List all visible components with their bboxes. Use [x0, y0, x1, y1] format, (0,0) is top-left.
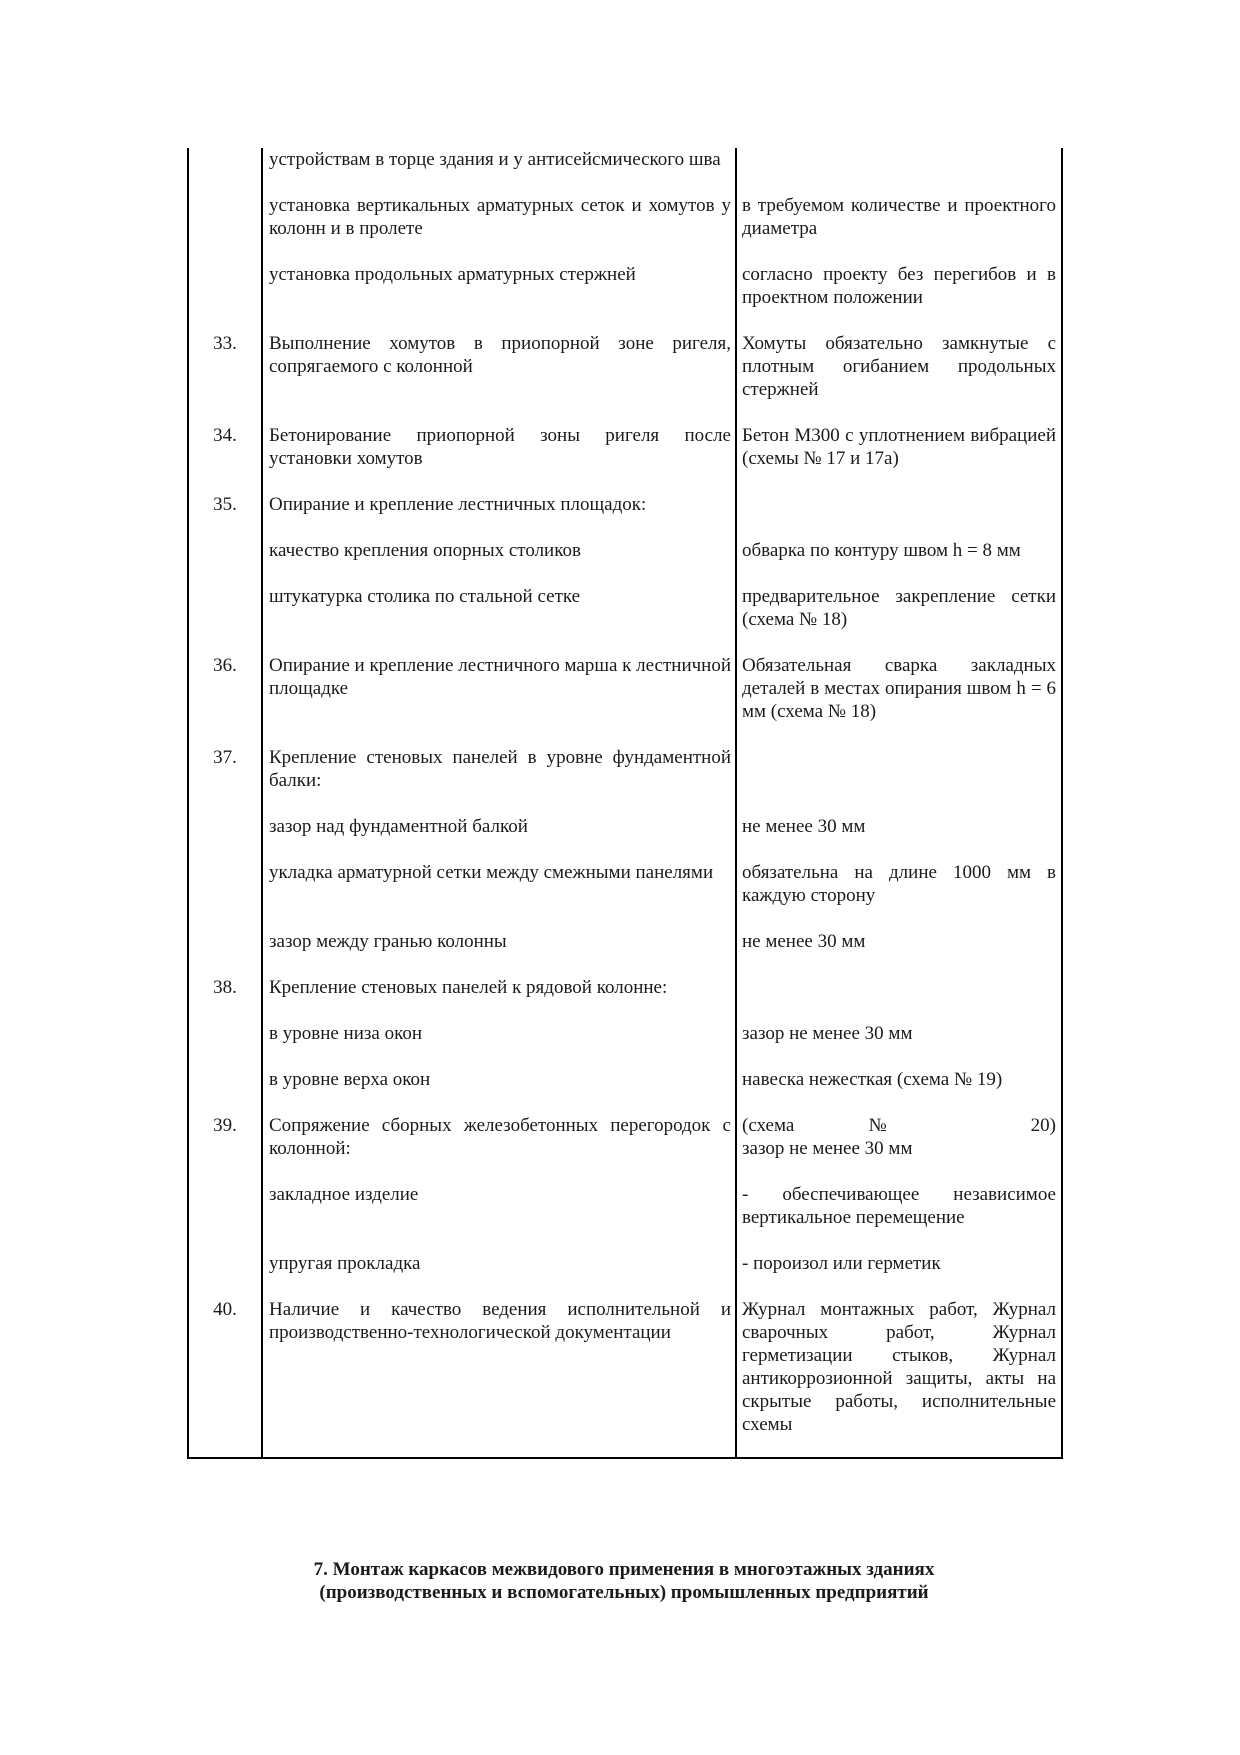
table-row — [188, 263, 1062, 332]
requirement-cell — [736, 1298, 1062, 1458]
item-number — [188, 585, 262, 654]
table-row — [188, 493, 1062, 539]
table-row — [188, 930, 1062, 976]
operation-description: устройствам в торце здания и у антисейсмического шва — [269, 149, 721, 170]
requirement-text: обязательна на длине 1000 мм в каждую сторону — [742, 862, 1056, 906]
requirement-cell — [736, 585, 1062, 654]
item-number — [188, 1183, 262, 1252]
table-row — [188, 539, 1062, 585]
item-number — [188, 861, 262, 930]
requirement-cell — [736, 815, 1062, 861]
requirement-cell — [736, 539, 1062, 585]
requirement-cell — [736, 861, 1062, 930]
table-row — [188, 148, 1062, 194]
requirement-cell — [736, 194, 1062, 263]
item-number: 36. — [188, 654, 262, 746]
requirement-text: зазор не менее 30 мм — [742, 1023, 913, 1044]
requirement-text: в требуемом количестве и проектного диаметра — [742, 195, 1056, 239]
table-row — [188, 976, 1062, 1022]
table-row — [188, 1022, 1062, 1068]
requirement-text: не менее 30 мм — [742, 816, 866, 837]
requirement-cell — [736, 746, 1062, 815]
item-number — [188, 1022, 262, 1068]
requirement-cell — [736, 1114, 1062, 1183]
table-row — [188, 424, 1062, 493]
requirement-text: (схема № 20) — [742, 1115, 1056, 1136]
item-number — [188, 1252, 262, 1298]
operation-description: Наличие и качество ведения исполнительной и производственно-технологической документации — [262, 1298, 736, 1458]
requirement-cell — [736, 148, 1062, 194]
requirement-cell — [736, 424, 1062, 493]
item-number: 39. — [188, 1114, 262, 1183]
specification-table — [187, 148, 1061, 1459]
requirement-text: согласно проекту без перегибов и в проектном положении — [742, 264, 1056, 308]
operation-description: упругая прокладка — [269, 1253, 421, 1274]
item-number: 35. — [188, 493, 262, 539]
item-number — [188, 815, 262, 861]
operation-description: в уровне низа окон — [269, 1023, 423, 1044]
operation-description: Крепление стеновых панелей в уровне фундаментной балки: — [269, 747, 731, 791]
requirement-cell — [736, 263, 1062, 332]
requirement-cell — [736, 1252, 1062, 1298]
requirement-text: (схема № 18) — [742, 609, 848, 630]
requirement-text: предварительное закрепление сетки — [742, 586, 1056, 607]
table-row — [188, 585, 1062, 654]
operation-description: в уровне верха окон — [269, 1069, 431, 1090]
requirement-cell — [736, 930, 1062, 976]
requirement-cell — [736, 976, 1062, 1022]
section-heading — [187, 1558, 1061, 1604]
table-row — [188, 654, 1062, 746]
requirement-text: обварка по контуру швом h = 8 мм — [742, 540, 1021, 561]
operation-description: штукатурка столика по стальной сетке — [269, 586, 581, 607]
requirement-text: не менее 30 мм — [742, 931, 866, 952]
table-row — [188, 1068, 1062, 1114]
operation-description: Крепление стеновых панелей к рядовой колонне: — [269, 977, 668, 998]
operation-description: Сопряжение сборных железобетонных перегородок с колонной: — [269, 1115, 731, 1159]
table-row — [188, 1114, 1062, 1183]
table-row — [188, 194, 1062, 263]
requirement-cell — [736, 493, 1062, 539]
requirement-text: Бетон М300 с уплотнением вибрацией (схемы № 17 и 17а) — [742, 425, 1056, 469]
requirement-cell — [736, 654, 1062, 746]
operation-description: Выполнение хомутов в приопорной зоне ригеля, сопрягаемого с колонной — [269, 333, 731, 377]
table-row — [188, 332, 1062, 424]
item-number — [188, 148, 262, 194]
requirement-text: Обязательная сварка закладных деталей в местах опирания швом h = 6 мм (схема № 18) — [742, 655, 1056, 722]
table-row — [188, 1183, 1062, 1252]
table-row — [188, 1298, 1062, 1458]
requirement-text: навеска нежесткая (схема № 19) — [742, 1069, 1003, 1090]
table-body — [188, 148, 1062, 1458]
item-number: 34. — [188, 424, 262, 493]
operation-description: зазор между гранью колонны — [269, 931, 507, 952]
item-number — [188, 930, 262, 976]
requirement-cell — [736, 1183, 1062, 1252]
table-row — [188, 746, 1062, 815]
operation-description: качество крепления опорных столиков — [269, 540, 581, 561]
item-number — [188, 539, 262, 585]
item-number — [188, 1068, 262, 1114]
requirement-cell — [736, 332, 1062, 424]
section-heading-line-1: 7. Монтаж каркасов межвидового применения в многоэтажных зданиях — [313, 1559, 935, 1580]
operation-description: зазор над фундаментной балкой — [269, 816, 528, 837]
operation-description: Бетонирование приопорной зоны ригеля после установки хомутов — [269, 425, 731, 469]
operation-description: укладка арматурной сетки между смежными панелями — [269, 862, 714, 883]
item-number: 33. — [188, 332, 262, 424]
operation-description: закладное изделие — [269, 1184, 419, 1205]
table-row — [188, 815, 1062, 861]
item-number: 40. — [188, 1298, 262, 1458]
item-number: 38. — [188, 976, 262, 1022]
requirement-text: - обеспечивающее независимое вертикальное перемещение — [742, 1184, 1056, 1228]
item-number — [188, 263, 262, 332]
item-number: 37. — [188, 746, 262, 815]
requirement-text: Журнал монтажных работ, Журнал сварочных работ, Журнал герметизации стыков, Журнал антикоррозионной защиты, акты на скрытые работы, исполнительные схемы — [742, 1299, 1056, 1435]
operation-description: установка вертикальных арматурных сеток и хомутов у колонн и в пролете — [269, 195, 731, 239]
table-row — [188, 861, 1062, 930]
operation-description: Опирание и крепление лестничного марша к лестничной площадке — [269, 655, 731, 699]
requirement-cell — [736, 1068, 1062, 1114]
requirement-cell — [736, 1022, 1062, 1068]
item-number — [188, 194, 262, 263]
operation-description: установка продольных арматурных стержней — [269, 264, 636, 285]
section-heading-line-2: (производственных и вспомогательных) промышленных предприятий — [319, 1582, 929, 1603]
table-row — [188, 1252, 1062, 1298]
requirement-text: зазор не менее 30 мм — [742, 1138, 913, 1159]
operation-description: Опирание и крепление лестничных площадок: — [269, 494, 647, 515]
requirement-text: Хомуты обязательно замкнутые с плотным огибанием продольных стержней — [742, 333, 1056, 400]
requirement-text: - пороизол или герметик — [742, 1253, 941, 1274]
